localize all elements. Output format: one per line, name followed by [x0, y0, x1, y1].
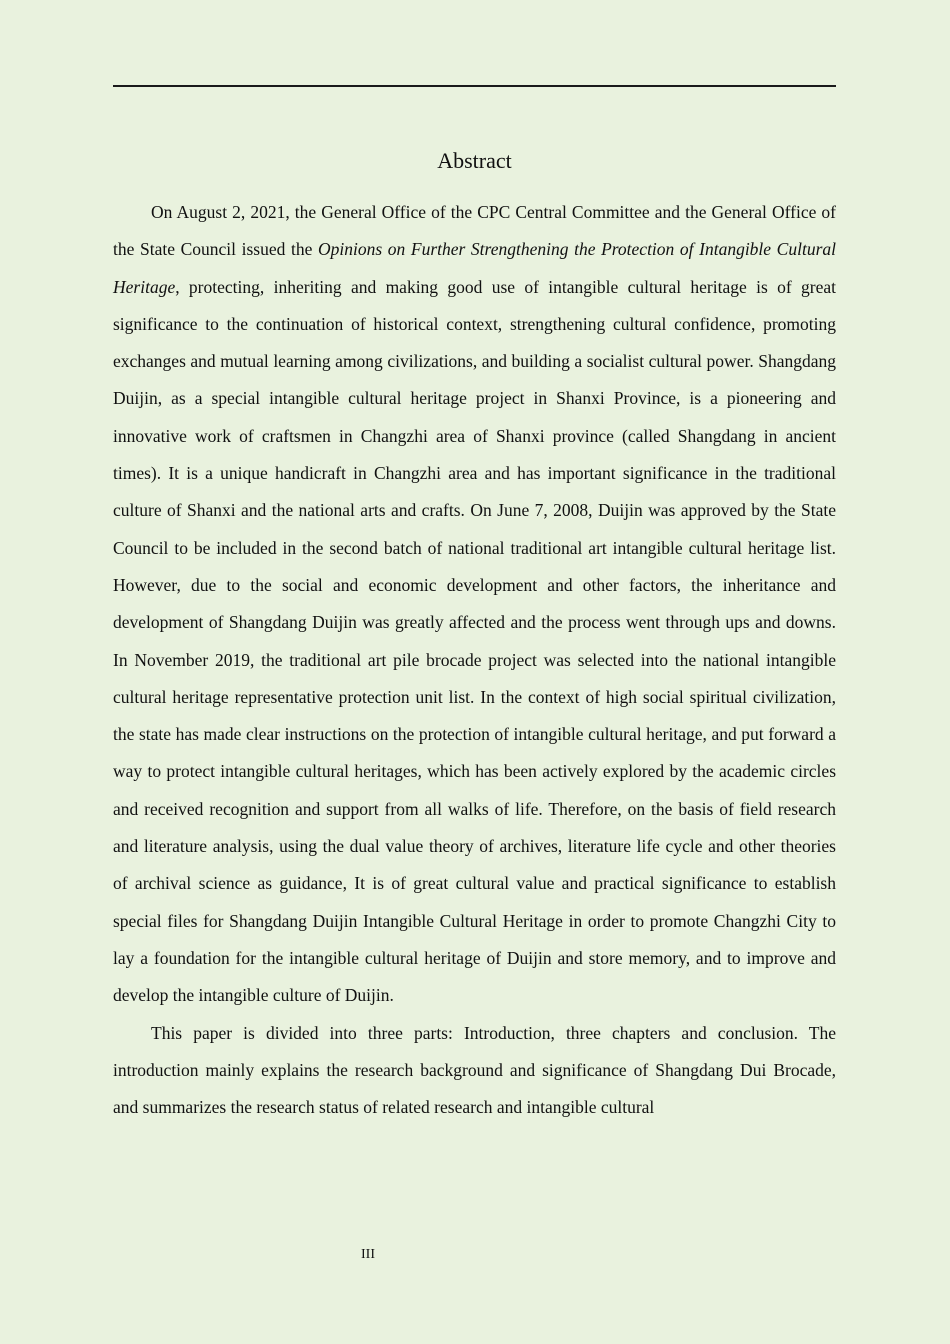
header-rule [113, 85, 836, 87]
page-title: Abstract [437, 148, 512, 173]
paragraph-1-main-text: , protecting, inheriting and making good use of intangible cultural heritage is of great significance to the continuation of historical context, strengthening cultural confidence, promoting exchanges and mutual learning among civilizations, and building a socialist cultural power. Shangdang Duijin, as a special intangible cultural heritage project in Shanxi Province, is a pioneering and innovative work of craftsmen in Changzhi area of Shanxi province (called Shangdang in ancient times). It is a unique handicraft in Changzhi area and has important significance in the traditional culture of Shanxi and the national arts and crafts. On June 7, 2008, Duijin was approved by the State Council to be included in the second batch of national traditional art intangible cultural heritage list. However, due to the social and economic development and other factors, the inheritance and development of Shangdang Duijin was greatly affected and the process went through ups and downs. In November 2019, the traditional art pile brocade project was selected into the national intangible cultural heritage representative protection unit list. In the context of high social spiritual civilization, the state has made clear instructions on the protection of intangible cultural heritage, and put forward a way to protect intangible cultural heritages, which has been actively explored by the academic circles and received recognition and support from all walks of life. Therefore, on the basis of field research and literature analysis, using the dual value theory of archives, literature life cycle and other theories of archival science as guidance, It is of great cultural value and practical significance to establish special files for Shangdang Duijin Intangible Cultural Heritage in order to promote Changzhi City to lay a foundation for the intangible cultural heritage of Duijin and store memory, and to improve and develop the intangible culture of Duijin. [113, 276, 836, 1006]
abstract-body [113, 194, 836, 1126]
paragraph-1-lead-text: On August 2, 2021, the General Office of the CPC Central Committee and the General Office of the State Council issued the [113, 202, 836, 260]
abstract-paragraph-1 [113, 194, 836, 1015]
page-number: III [361, 1247, 375, 1262]
abstract-paragraph-2: This paper is divided into three parts: Introduction, three chapters and conclusion. The introduction mainly explains the research background and significance of Shangdang Dui Brocade, and summarizes the research status of related research and intangible cultural [113, 1022, 836, 1118]
document-title-italic: Opinions on Further Strengthening the Protection of Intangible Cultural Heritage [113, 239, 836, 297]
